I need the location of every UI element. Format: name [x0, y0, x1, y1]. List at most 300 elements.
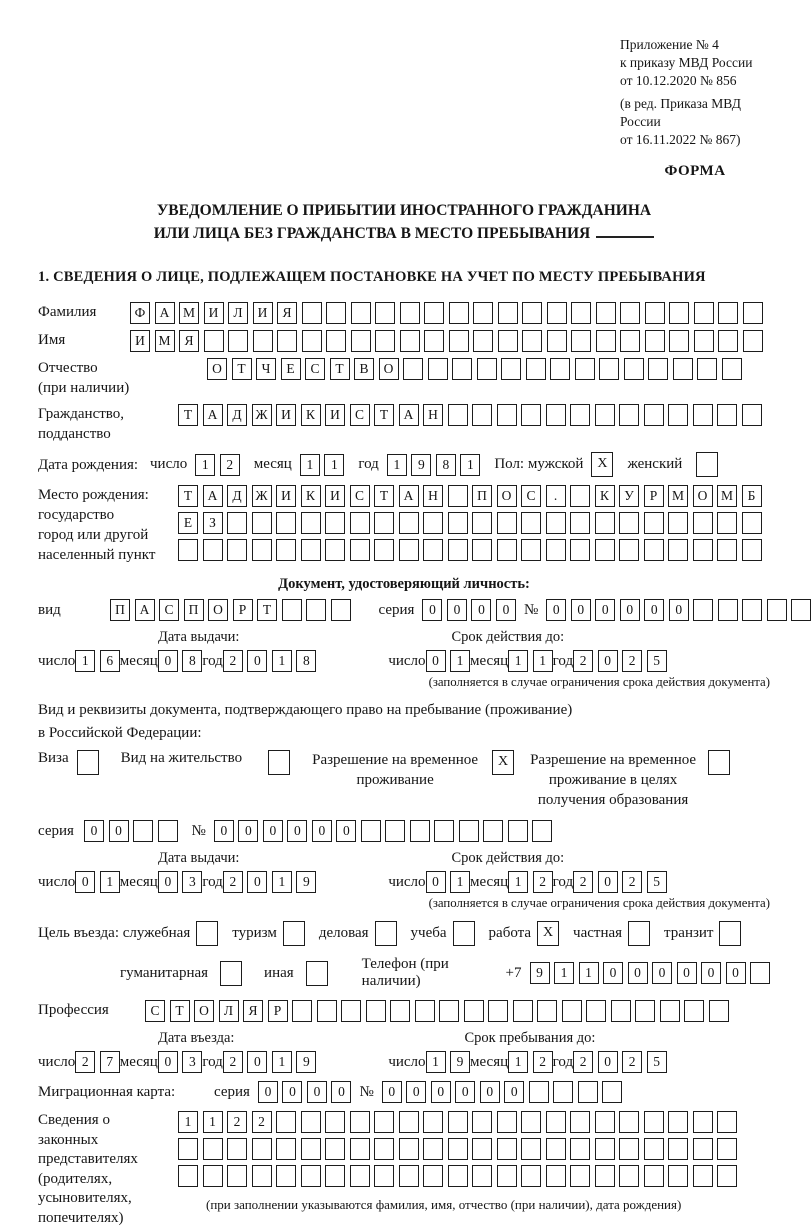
char-cell[interactable]	[341, 1000, 361, 1022]
char-cell[interactable]	[473, 330, 493, 352]
char-cell[interactable]	[668, 1138, 688, 1160]
char-cell[interactable]	[570, 1111, 590, 1133]
char-cell[interactable]	[570, 1165, 590, 1187]
char-cell[interactable]	[276, 1165, 296, 1187]
char-cell[interactable]: П	[110, 599, 130, 621]
char-cell[interactable]: 0	[109, 820, 129, 842]
char-cell[interactable]	[497, 539, 517, 561]
char-cell[interactable]: Т	[170, 1000, 190, 1022]
char-cell[interactable]: Я	[179, 330, 199, 352]
char-cell[interactable]	[423, 539, 443, 561]
char-cell[interactable]	[252, 512, 272, 534]
char-cell[interactable]: 3	[182, 1051, 202, 1073]
char-cell[interactable]	[423, 1138, 443, 1160]
char-cell[interactable]: Н	[423, 404, 443, 426]
char-cell[interactable]: 1	[460, 454, 480, 476]
char-cell[interactable]	[276, 539, 296, 561]
char-cell[interactable]	[521, 404, 541, 426]
char-cell[interactable]	[448, 1138, 468, 1160]
char-cell[interactable]: 0	[471, 599, 491, 621]
char-cell[interactable]: К	[301, 485, 321, 507]
char-cell[interactable]	[400, 302, 420, 324]
char-cell[interactable]: Е	[178, 512, 198, 534]
char-cell[interactable]: 2	[533, 871, 553, 893]
char-cell[interactable]	[522, 302, 542, 324]
char-cell[interactable]: Ж	[252, 404, 272, 426]
char-cell[interactable]: 0	[426, 650, 446, 672]
char-cell[interactable]: 0	[431, 1081, 451, 1103]
char-cell[interactable]	[252, 1138, 272, 1160]
char-cell[interactable]	[722, 358, 742, 380]
char-cell[interactable]: М	[155, 330, 175, 352]
char-cell[interactable]: 2	[223, 650, 243, 672]
char-cell[interactable]: Н	[423, 485, 443, 507]
char-cell[interactable]	[648, 358, 668, 380]
char-cell[interactable]	[498, 302, 518, 324]
char-cell[interactable]	[439, 1000, 459, 1022]
char-cell[interactable]	[547, 302, 567, 324]
char-cell[interactable]	[537, 1000, 557, 1022]
char-cell[interactable]	[375, 921, 397, 946]
char-cell[interactable]	[472, 512, 492, 534]
char-cell[interactable]	[301, 512, 321, 534]
char-cell[interactable]	[178, 1138, 198, 1160]
char-cell[interactable]: А	[399, 404, 419, 426]
char-cell[interactable]: 2	[223, 871, 243, 893]
char-cell[interactable]: 0	[238, 820, 258, 842]
char-cell[interactable]: 5	[647, 871, 667, 893]
char-cell[interactable]	[434, 820, 454, 842]
char-cell[interactable]	[717, 404, 737, 426]
char-cell[interactable]: 2	[573, 871, 593, 893]
char-cell[interactable]	[325, 1111, 345, 1133]
char-cell[interactable]	[696, 452, 718, 477]
char-cell[interactable]: 1	[533, 650, 553, 672]
char-cell[interactable]	[423, 512, 443, 534]
char-cell[interactable]: И	[276, 404, 296, 426]
char-cell[interactable]: О	[379, 358, 399, 380]
char-cell[interactable]	[301, 1138, 321, 1160]
char-cell[interactable]: 1	[508, 650, 528, 672]
char-cell[interactable]: И	[253, 302, 273, 324]
char-cell[interactable]	[350, 1138, 370, 1160]
char-cell[interactable]: Т	[257, 599, 277, 621]
char-cell[interactable]	[390, 1000, 410, 1022]
char-cell[interactable]: 1	[75, 650, 95, 672]
char-cell[interactable]	[472, 1138, 492, 1160]
char-cell[interactable]: З	[203, 512, 223, 534]
char-cell[interactable]	[694, 330, 714, 352]
char-cell[interactable]	[570, 539, 590, 561]
char-cell[interactable]: А	[135, 599, 155, 621]
char-cell[interactable]	[374, 512, 394, 534]
char-cell[interactable]	[317, 1000, 337, 1022]
char-cell[interactable]: X	[492, 750, 514, 775]
char-cell[interactable]	[283, 921, 305, 946]
char-cell[interactable]	[668, 404, 688, 426]
char-cell[interactable]: Т	[178, 404, 198, 426]
char-cell[interactable]: Я	[277, 302, 297, 324]
char-cell[interactable]	[227, 539, 247, 561]
char-cell[interactable]	[385, 820, 405, 842]
char-cell[interactable]: Т	[374, 404, 394, 426]
char-cell[interactable]	[448, 1165, 468, 1187]
char-cell[interactable]: П	[184, 599, 204, 621]
char-cell[interactable]: X	[537, 921, 559, 946]
char-cell[interactable]	[624, 358, 644, 380]
char-cell[interactable]: 2	[533, 1051, 553, 1073]
char-cell[interactable]	[547, 330, 567, 352]
char-cell[interactable]: 1	[426, 1051, 446, 1073]
char-cell[interactable]	[196, 921, 218, 946]
char-cell[interactable]	[400, 330, 420, 352]
char-cell[interactable]	[742, 404, 762, 426]
char-cell[interactable]	[550, 358, 570, 380]
char-cell[interactable]	[301, 539, 321, 561]
char-cell[interactable]: Т	[330, 358, 350, 380]
char-cell[interactable]	[276, 512, 296, 534]
char-cell[interactable]	[684, 1000, 704, 1022]
char-cell[interactable]: 0	[603, 962, 623, 984]
char-cell[interactable]	[449, 302, 469, 324]
char-cell[interactable]	[628, 921, 650, 946]
char-cell[interactable]	[709, 1000, 729, 1022]
char-cell[interactable]	[415, 1000, 435, 1022]
char-cell[interactable]	[697, 358, 717, 380]
char-cell[interactable]: 0	[496, 599, 516, 621]
char-cell[interactable]: Т	[178, 485, 198, 507]
char-cell[interactable]	[693, 1165, 713, 1187]
char-cell[interactable]	[644, 1138, 664, 1160]
char-cell[interactable]: 9	[296, 871, 316, 893]
char-cell[interactable]: 2	[75, 1051, 95, 1073]
char-cell[interactable]	[276, 1111, 296, 1133]
char-cell[interactable]	[619, 1138, 639, 1160]
char-cell[interactable]: 0	[480, 1081, 500, 1103]
char-cell[interactable]	[399, 539, 419, 561]
char-cell[interactable]: 0	[247, 871, 267, 893]
char-cell[interactable]: С	[145, 1000, 165, 1022]
char-cell[interactable]	[571, 302, 591, 324]
char-cell[interactable]	[403, 358, 423, 380]
char-cell[interactable]	[750, 962, 770, 984]
char-cell[interactable]: Л	[219, 1000, 239, 1022]
char-cell[interactable]	[668, 512, 688, 534]
char-cell[interactable]: 1	[300, 454, 320, 476]
char-cell[interactable]	[619, 404, 639, 426]
char-cell[interactable]: 0	[75, 871, 95, 893]
char-cell[interactable]	[595, 539, 615, 561]
char-cell[interactable]	[522, 330, 542, 352]
char-cell[interactable]	[717, 1111, 737, 1133]
char-cell[interactable]: 0	[546, 599, 566, 621]
char-cell[interactable]	[228, 330, 248, 352]
char-cell[interactable]	[399, 512, 419, 534]
char-cell[interactable]: М	[668, 485, 688, 507]
char-cell[interactable]	[497, 404, 517, 426]
char-cell[interactable]: Д	[227, 404, 247, 426]
char-cell[interactable]	[366, 1000, 386, 1022]
char-cell[interactable]	[374, 1111, 394, 1133]
char-cell[interactable]	[302, 302, 322, 324]
char-cell[interactable]	[497, 1111, 517, 1133]
char-cell[interactable]: 0	[287, 820, 307, 842]
char-cell[interactable]	[546, 1138, 566, 1160]
char-cell[interactable]	[595, 1138, 615, 1160]
char-cell[interactable]: 2	[227, 1111, 247, 1133]
char-cell[interactable]	[694, 302, 714, 324]
char-cell[interactable]: 1	[387, 454, 407, 476]
char-cell[interactable]	[472, 539, 492, 561]
char-cell[interactable]: 1	[450, 650, 470, 672]
char-cell[interactable]	[660, 1000, 680, 1022]
char-cell[interactable]	[644, 1165, 664, 1187]
char-cell[interactable]: 0	[598, 1051, 618, 1073]
char-cell[interactable]	[570, 404, 590, 426]
char-cell[interactable]: И	[276, 485, 296, 507]
char-cell[interactable]: 0	[652, 962, 672, 984]
char-cell[interactable]	[203, 539, 223, 561]
char-cell[interactable]: И	[130, 330, 150, 352]
char-cell[interactable]: 0	[336, 820, 356, 842]
char-cell[interactable]	[693, 404, 713, 426]
char-cell[interactable]: А	[155, 302, 175, 324]
char-cell[interactable]	[546, 1111, 566, 1133]
char-cell[interactable]: 0	[426, 871, 446, 893]
char-cell[interactable]	[599, 358, 619, 380]
char-cell[interactable]	[448, 485, 468, 507]
char-cell[interactable]: 0	[669, 599, 689, 621]
char-cell[interactable]: О	[208, 599, 228, 621]
char-cell[interactable]	[424, 302, 444, 324]
char-cell[interactable]	[767, 599, 787, 621]
char-cell[interactable]: А	[203, 485, 223, 507]
char-cell[interactable]	[497, 1165, 517, 1187]
char-cell[interactable]: 3	[182, 871, 202, 893]
char-cell[interactable]	[578, 1081, 598, 1103]
char-cell[interactable]: 9	[411, 454, 431, 476]
char-cell[interactable]: 2	[223, 1051, 243, 1073]
char-cell[interactable]: 0	[628, 962, 648, 984]
char-cell[interactable]: 2	[622, 650, 642, 672]
char-cell[interactable]	[477, 358, 497, 380]
char-cell[interactable]	[644, 512, 664, 534]
char-cell[interactable]: О	[693, 485, 713, 507]
char-cell[interactable]	[483, 820, 503, 842]
char-cell[interactable]	[473, 302, 493, 324]
char-cell[interactable]: 0	[312, 820, 332, 842]
char-cell[interactable]	[791, 599, 811, 621]
char-cell[interactable]	[268, 750, 290, 775]
char-cell[interactable]	[227, 512, 247, 534]
char-cell[interactable]: 1	[272, 1051, 292, 1073]
char-cell[interactable]: С	[305, 358, 325, 380]
char-cell[interactable]	[227, 1165, 247, 1187]
char-cell[interactable]	[620, 302, 640, 324]
char-cell[interactable]: У	[619, 485, 639, 507]
char-cell[interactable]	[428, 358, 448, 380]
char-cell[interactable]	[562, 1000, 582, 1022]
char-cell[interactable]: О	[207, 358, 227, 380]
char-cell[interactable]: 2	[220, 454, 240, 476]
char-cell[interactable]: 2	[573, 650, 593, 672]
char-cell[interactable]: 5	[647, 650, 667, 672]
char-cell[interactable]	[350, 1165, 370, 1187]
char-cell[interactable]	[546, 404, 566, 426]
char-cell[interactable]	[158, 820, 178, 842]
char-cell[interactable]	[452, 358, 472, 380]
char-cell[interactable]	[620, 330, 640, 352]
char-cell[interactable]: О	[194, 1000, 214, 1022]
char-cell[interactable]	[399, 1111, 419, 1133]
char-cell[interactable]	[448, 1111, 468, 1133]
char-cell[interactable]	[708, 750, 730, 775]
char-cell[interactable]: 0	[331, 1081, 351, 1103]
char-cell[interactable]: 2	[573, 1051, 593, 1073]
char-cell[interactable]	[301, 1165, 321, 1187]
char-cell[interactable]: 0	[726, 962, 746, 984]
char-cell[interactable]: М	[717, 485, 737, 507]
char-cell[interactable]	[668, 1111, 688, 1133]
char-cell[interactable]	[508, 820, 528, 842]
char-cell[interactable]: И	[325, 485, 345, 507]
char-cell[interactable]: Ф	[130, 302, 150, 324]
char-cell[interactable]	[595, 1165, 615, 1187]
char-cell[interactable]	[693, 512, 713, 534]
char-cell[interactable]	[301, 1111, 321, 1133]
char-cell[interactable]: 0	[258, 1081, 278, 1103]
char-cell[interactable]	[292, 1000, 312, 1022]
char-cell[interactable]	[595, 512, 615, 534]
char-cell[interactable]: 1	[324, 454, 344, 476]
char-cell[interactable]: 0	[247, 650, 267, 672]
char-cell[interactable]: 7	[100, 1051, 120, 1073]
char-cell[interactable]	[410, 820, 430, 842]
char-cell[interactable]: 2	[252, 1111, 272, 1133]
char-cell[interactable]	[374, 1138, 394, 1160]
char-cell[interactable]	[203, 1165, 223, 1187]
char-cell[interactable]: 0	[677, 962, 697, 984]
char-cell[interactable]	[602, 1081, 622, 1103]
char-cell[interactable]: 9	[296, 1051, 316, 1073]
char-cell[interactable]	[571, 330, 591, 352]
char-cell[interactable]	[718, 599, 738, 621]
char-cell[interactable]	[252, 539, 272, 561]
char-cell[interactable]	[718, 302, 738, 324]
char-cell[interactable]	[546, 512, 566, 534]
char-cell[interactable]	[669, 302, 689, 324]
char-cell[interactable]	[644, 1111, 664, 1133]
char-cell[interactable]	[498, 330, 518, 352]
char-cell[interactable]	[619, 512, 639, 534]
char-cell[interactable]	[448, 512, 468, 534]
char-cell[interactable]: К	[595, 485, 615, 507]
char-cell[interactable]: И	[325, 404, 345, 426]
char-cell[interactable]: 0	[598, 871, 618, 893]
char-cell[interactable]: 0	[571, 599, 591, 621]
char-cell[interactable]	[570, 512, 590, 534]
char-cell[interactable]: 0	[422, 599, 442, 621]
char-cell[interactable]	[302, 330, 322, 352]
char-cell[interactable]	[361, 820, 381, 842]
char-cell[interactable]	[448, 404, 468, 426]
char-cell[interactable]	[743, 302, 763, 324]
char-cell[interactable]: 0	[282, 1081, 302, 1103]
char-cell[interactable]: 1	[100, 871, 120, 893]
char-cell[interactable]: 0	[382, 1081, 402, 1103]
char-cell[interactable]: 1	[579, 962, 599, 984]
char-cell[interactable]	[693, 1138, 713, 1160]
char-cell[interactable]: 2	[622, 871, 642, 893]
char-cell[interactable]: К	[301, 404, 321, 426]
char-cell[interactable]	[526, 358, 546, 380]
char-cell[interactable]: О	[497, 485, 517, 507]
char-cell[interactable]	[619, 1111, 639, 1133]
char-cell[interactable]	[326, 302, 346, 324]
char-cell[interactable]	[669, 330, 689, 352]
char-cell[interactable]	[453, 921, 475, 946]
char-cell[interactable]	[645, 302, 665, 324]
char-cell[interactable]	[178, 1165, 198, 1187]
char-cell[interactable]: А	[203, 404, 223, 426]
char-cell[interactable]: 1	[508, 1051, 528, 1073]
char-cell[interactable]	[464, 1000, 484, 1022]
char-cell[interactable]: 0	[504, 1081, 524, 1103]
char-cell[interactable]	[203, 1138, 223, 1160]
char-cell[interactable]: 8	[436, 454, 456, 476]
char-cell[interactable]	[742, 539, 762, 561]
char-cell[interactable]: 9	[450, 1051, 470, 1073]
char-cell[interactable]	[350, 512, 370, 534]
char-cell[interactable]: Р	[233, 599, 253, 621]
char-cell[interactable]	[325, 539, 345, 561]
char-cell[interactable]	[673, 358, 693, 380]
char-cell[interactable]	[424, 330, 444, 352]
char-cell[interactable]: 6	[100, 650, 120, 672]
char-cell[interactable]: .	[546, 485, 566, 507]
char-cell[interactable]: 1	[195, 454, 215, 476]
char-cell[interactable]	[497, 1138, 517, 1160]
char-cell[interactable]	[77, 750, 99, 775]
char-cell[interactable]: Ж	[252, 485, 272, 507]
char-cell[interactable]	[488, 1000, 508, 1022]
char-cell[interactable]: П	[472, 485, 492, 507]
char-cell[interactable]	[718, 330, 738, 352]
char-cell[interactable]: 0	[447, 599, 467, 621]
char-cell[interactable]: С	[159, 599, 179, 621]
char-cell[interactable]	[325, 1138, 345, 1160]
char-cell[interactable]: 2	[622, 1051, 642, 1073]
char-cell[interactable]	[521, 539, 541, 561]
char-cell[interactable]	[449, 330, 469, 352]
char-cell[interactable]	[178, 539, 198, 561]
char-cell[interactable]	[619, 1165, 639, 1187]
char-cell[interactable]: 8	[182, 650, 202, 672]
char-cell[interactable]: 1	[554, 962, 574, 984]
char-cell[interactable]: 0	[214, 820, 234, 842]
char-cell[interactable]	[521, 1165, 541, 1187]
char-cell[interactable]	[693, 599, 713, 621]
char-cell[interactable]	[570, 1138, 590, 1160]
char-cell[interactable]: С	[350, 404, 370, 426]
char-cell[interactable]	[521, 512, 541, 534]
char-cell[interactable]: С	[350, 485, 370, 507]
char-cell[interactable]: Л	[228, 302, 248, 324]
char-cell[interactable]	[644, 539, 664, 561]
char-cell[interactable]	[553, 1081, 573, 1103]
char-cell[interactable]	[325, 1165, 345, 1187]
char-cell[interactable]	[252, 1165, 272, 1187]
